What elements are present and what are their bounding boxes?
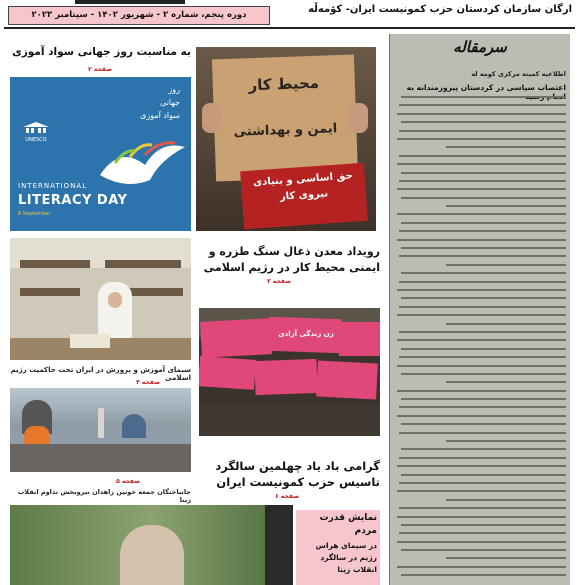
- body-text-line: [399, 432, 566, 434]
- body-text-line: [399, 457, 566, 459]
- body-text-line: [401, 474, 566, 476]
- body-text-line: [399, 281, 566, 283]
- body-text-line: [401, 373, 566, 375]
- poster-line-2: جهانی: [160, 98, 180, 107]
- body-text-line: [399, 356, 566, 358]
- poster-line-1: روز: [168, 85, 180, 94]
- schoolgirl: [98, 282, 132, 340]
- body-text-line: [399, 331, 566, 333]
- zahedan-page-ref: صفحه ۵: [116, 478, 140, 485]
- body-text-line: [399, 507, 566, 509]
- show-of-force-subtitle: در سیمای هراس رژیم در سالگرد انقلاب زینا: [315, 541, 377, 574]
- body-text-line: [401, 574, 566, 576]
- desk: [20, 288, 80, 296]
- body-text-line: [397, 113, 566, 115]
- body-text-line: [399, 255, 566, 257]
- body-text-line: [401, 398, 566, 400]
- editorial-heading: اطلاعیه کمیته مرکزی کومه له: [471, 70, 566, 78]
- body-text-line: [446, 440, 566, 442]
- body-text-line: [397, 465, 566, 467]
- body-text-line: [399, 104, 566, 106]
- body-text-line: [401, 297, 566, 299]
- body-text-line: [401, 549, 566, 551]
- pink-flag: [339, 322, 380, 356]
- classroom-photo: [10, 238, 191, 360]
- mine-page-ref: صفحه ۳: [267, 278, 291, 285]
- body-text-line: [399, 482, 566, 484]
- pink-flags-photo: [199, 308, 380, 436]
- rally-photo: [10, 505, 293, 585]
- literacy-headline[interactable]: به مناسبت روز جهانی سواد آموزی: [12, 46, 191, 58]
- zahedan-caption[interactable]: جانباختگان جمعه خونین زاهدان نیروبخش تداوم انقلاب زینا: [17, 488, 191, 504]
- body-text-line: [397, 138, 566, 140]
- desk: [105, 260, 181, 268]
- body-text-line: [399, 155, 566, 157]
- flag-slogan: زن زندگی آزادی: [278, 330, 334, 338]
- unesco-logo: [22, 121, 50, 143]
- body-text-line: [397, 566, 566, 568]
- body-text-line: [397, 239, 566, 241]
- cardboard-sign: [212, 55, 358, 182]
- masthead-bar: [75, 0, 185, 4]
- body-text-line: [397, 188, 566, 190]
- crowd: [120, 525, 184, 585]
- body-text-line: [446, 499, 566, 501]
- literacy-poster-farsi: [10, 83, 180, 122]
- body-text-line: [399, 180, 566, 182]
- pink-flag: [200, 318, 272, 358]
- body-text-line: [446, 381, 566, 383]
- open-book: [70, 334, 110, 348]
- body-text-line: [401, 222, 566, 224]
- protest-sign-photo: [196, 47, 376, 231]
- body-text-line: [397, 289, 566, 291]
- hand-right: [348, 103, 368, 133]
- unesco-label: UNESCO: [25, 137, 47, 143]
- editorial-logo: سرمقاله: [453, 38, 507, 56]
- body-text-line: [401, 197, 566, 199]
- body-text-line: [401, 524, 566, 526]
- desk: [20, 260, 90, 268]
- body-text-line: [446, 264, 566, 266]
- ground: [199, 404, 380, 436]
- desk: [128, 288, 183, 296]
- show-of-force-title[interactable]: نمایش قدرت مردم: [319, 513, 377, 536]
- body-text-line: [401, 423, 566, 425]
- organization-title: ارگان سازمان کردستان حزب کمونیست ایران- کۆمەڵە: [308, 4, 572, 15]
- poster-english-line-2: LITERACY DAY: [18, 193, 128, 208]
- body-text-line: [397, 516, 566, 518]
- zahedan-fire-photo: [10, 388, 191, 472]
- show-of-force-box: [296, 510, 380, 585]
- sign-line-1: محیط کار: [248, 73, 320, 95]
- poster-date: 8 September: [18, 211, 51, 217]
- body-text-line: [446, 557, 566, 559]
- body-text-line: [397, 415, 566, 417]
- body-text-line: [397, 163, 566, 165]
- street: [10, 444, 191, 472]
- header-divider: [4, 27, 575, 29]
- editorial-body-text: [394, 96, 566, 581]
- anniversary-page-ref: صفحه ۶: [275, 493, 299, 500]
- body-text-line: [399, 230, 566, 232]
- literacy-day-poster: [10, 77, 191, 231]
- body-text-line: [401, 121, 566, 123]
- face: [108, 292, 122, 308]
- education-caption[interactable]: سیمای آموزش و پرورش در ایران تحت حاکمیت رژیم اسلامی: [10, 366, 191, 382]
- education-page-ref: صفحه ۴: [136, 379, 160, 386]
- body-text-line: [397, 213, 566, 215]
- pink-flag: [254, 359, 317, 395]
- body-text-line: [397, 314, 566, 316]
- body-text-line: [401, 247, 566, 249]
- body-text-line: [401, 348, 566, 350]
- red-slogan-box: حق اساسی و بنیادی نیروی کار: [240, 163, 368, 230]
- mosque-dome: [122, 414, 146, 438]
- body-text-line: [401, 448, 566, 450]
- minaret: [98, 408, 104, 438]
- dove-icon: [90, 135, 190, 195]
- body-text-line: [399, 130, 566, 132]
- editorial-column: [389, 34, 570, 585]
- pink-flag: [199, 356, 256, 390]
- body-text-line: [401, 96, 566, 98]
- body-text-line: [401, 272, 566, 274]
- body-text-line: [397, 390, 566, 392]
- mine-headline[interactable]: رویداد معدن ذغال سنگ طزره و ایمنی محیط کار در رژیم اسلامی: [203, 245, 380, 274]
- body-text-line: [397, 365, 566, 367]
- body-text-line: [399, 306, 566, 308]
- person-silhouette: [265, 505, 293, 585]
- anniversary-headline[interactable]: گرامی باد یاد چهلمین سالگرد تاسیس حزب کمونیست ایران: [215, 459, 380, 489]
- poster-english-line-1: INTERNATIONAL: [18, 182, 88, 190]
- body-text-line: [401, 172, 566, 174]
- body-text-line: [399, 406, 566, 408]
- body-text-line: [397, 339, 566, 341]
- body-text-line: [399, 532, 566, 534]
- body-text-line: [446, 205, 566, 207]
- fire: [24, 426, 50, 444]
- body-text-line: [397, 541, 566, 543]
- issue-info-box: دوره پنجم، شماره ۲ - شهریور ۱۴۰۲ - سپتامبر ۲۰۲۳: [8, 6, 270, 25]
- poster-line-3: سواد آموزی: [140, 111, 180, 120]
- sign-line-2: ایمن و بهداشتی: [233, 121, 338, 140]
- body-text-line: [446, 323, 566, 325]
- body-text-line: [446, 146, 566, 148]
- literacy-page-ref: صفحه ۲: [88, 66, 112, 73]
- body-text-line: [397, 490, 566, 492]
- pink-flag: [316, 360, 378, 399]
- editorial-title[interactable]: اعتصاب سیاسی در کردستان پیروزمندانه به: [406, 83, 566, 92]
- hand-left: [202, 103, 222, 133]
